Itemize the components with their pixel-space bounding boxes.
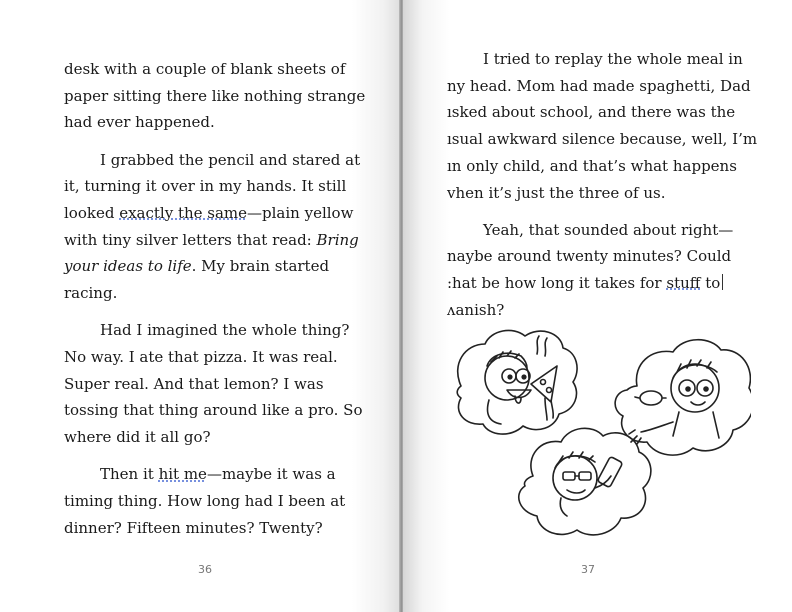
text-line: ny head. Mom had made spaghetti, Dad <box>447 76 751 95</box>
text-line: ın only child, and that’s what happens <box>447 156 737 175</box>
phone-thought-bubble <box>519 428 651 535</box>
page-number: 37 <box>581 563 595 576</box>
right-page-text <box>447 46 767 334</box>
text-line: vhen it’s just the three of us. <box>447 183 666 202</box>
text-line: with tiny silver letters that read: Bring <box>64 230 359 249</box>
boy-holding-lemon <box>629 360 719 444</box>
imagination-illustration <box>451 326 751 556</box>
paragraph <box>64 147 364 307</box>
text-cursor <box>722 274 723 290</box>
text-line: Yeah, that sounded about right— <box>483 220 734 239</box>
text-line: desk with a couple of blank sheets of <box>64 60 346 78</box>
text-line: No way. I ate that pizza. It was real. <box>64 348 338 367</box>
paragraph <box>447 46 767 206</box>
text-line: dinner? Fifteen minutes? Twenty? <box>64 518 323 537</box>
text-line: :hat be how long it takes for stuff to <box>447 270 767 297</box>
text-line: tossing that thing around like a pro. So <box>64 401 363 420</box>
paragraph <box>64 317 364 451</box>
page-number: 36 <box>198 563 212 576</box>
text-line: ısual awkward silence because, well, I’m <box>447 130 758 149</box>
text-line: I grabbed the pencil and stared at <box>100 150 361 169</box>
text-line: Super real. And that lemon? I was <box>64 374 324 393</box>
text-line: it, turning it over in my hands. It still <box>64 177 347 196</box>
text-line: racing. <box>64 284 118 303</box>
text-line: ʌanish? <box>447 300 505 319</box>
text-line: had ever happened. <box>64 113 215 132</box>
text-line: timing thing. How long had I been at <box>64 492 346 511</box>
text-line: ısked about school, and there was the <box>447 103 736 122</box>
highlighted-phrase[interactable]: exactly the same <box>119 204 248 223</box>
text-line: naybe around twenty minutes? Could <box>447 247 732 266</box>
text-line: where did it all go? <box>64 428 211 447</box>
text-line: Had I imagined the whole thing? <box>100 321 350 340</box>
right-page <box>403 0 792 612</box>
text-line: your ideas to life. My brain started <box>64 257 330 276</box>
text-line: I tried to replay the whole meal in <box>483 50 743 68</box>
paragraph <box>64 56 364 136</box>
text-line: paper sitting there like nothing strange <box>64 86 366 105</box>
boy-eating-pizza <box>485 336 557 424</box>
boy-holding-phone <box>553 452 623 516</box>
highlighted-phrase[interactable]: stuff <box>666 274 701 293</box>
text-line: Then it hit me—maybe it was a <box>100 465 336 484</box>
text-line: looked exactly the same—plain yellow <box>64 204 354 223</box>
paragraph <box>64 461 364 541</box>
left-page-text <box>64 56 364 552</box>
pizza-thought-bubble <box>457 330 577 434</box>
paragraph <box>447 217 767 324</box>
highlighted-phrase[interactable]: hit me <box>158 465 207 484</box>
